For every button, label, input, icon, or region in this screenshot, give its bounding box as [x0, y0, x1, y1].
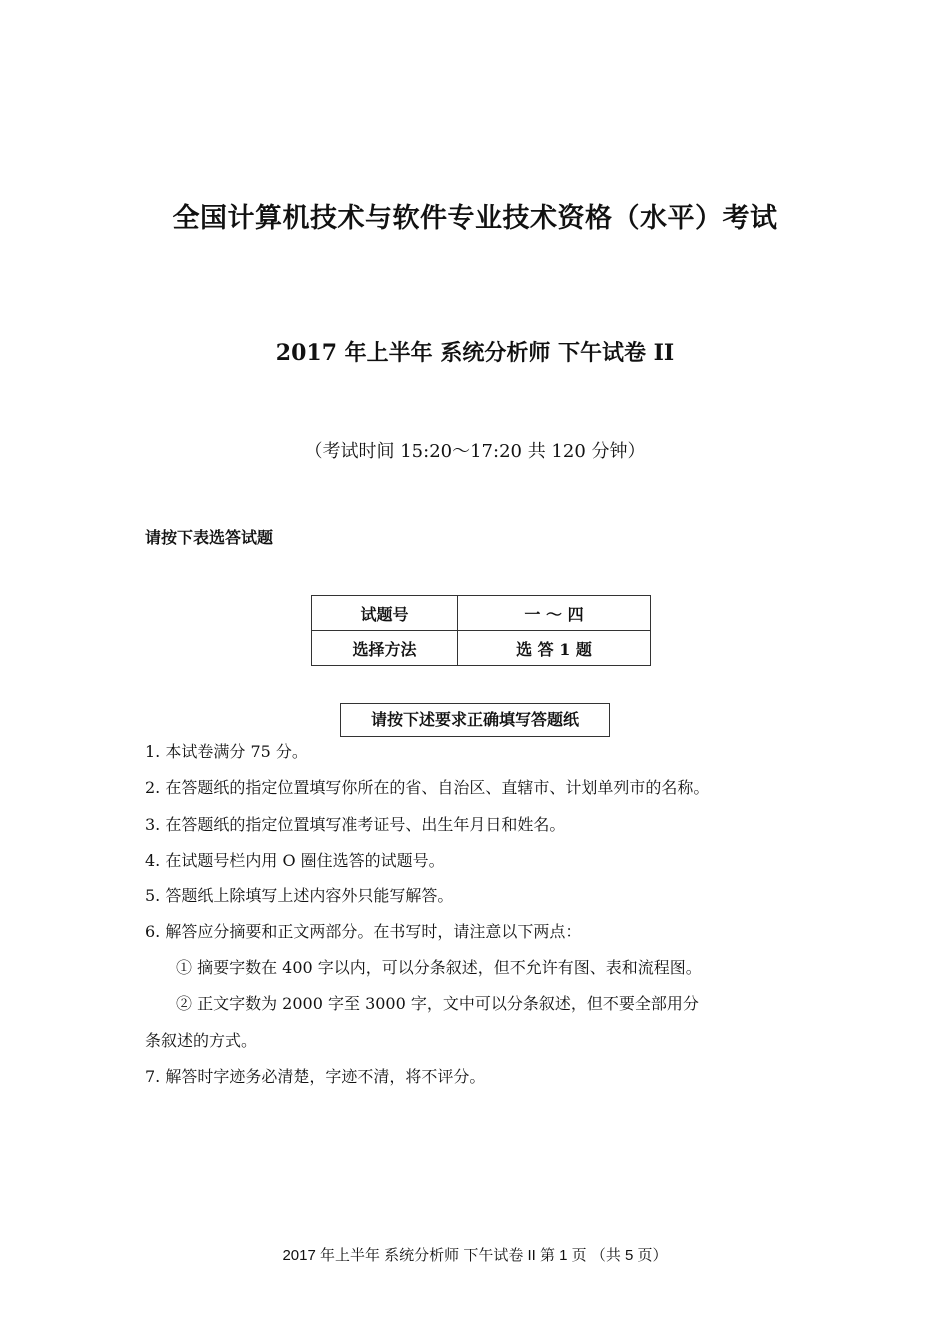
rule-item: 7. 解答时字迹务必清楚，字迹不清，将不评分。 [145, 1067, 486, 1086]
rule-subitem: ② 正文字数为 2000 字至 3000 字，文中可以分条叙述，但不要全部用分 [176, 994, 699, 1013]
answer-sheet-heading: 请按下述要求正确填写答题纸 [340, 703, 610, 737]
table-cell-label: 选择方法 [312, 631, 458, 666]
rule-item: 4. 在试题号栏内用 O 圈住选答的试题号。 [145, 851, 445, 870]
page-footer: 2017 年上半年 系统分析师 下午试卷 II 第 1 页 （共 5 页） [282, 1247, 668, 1264]
rule-subitem-continuation: 条叙述的方式。 [145, 1031, 258, 1050]
table-cell-value: 选 答 1 题 [458, 631, 651, 666]
instruction-heading: 请按下表选答试题 [145, 528, 274, 547]
table-cell-label: 试题号 [312, 596, 458, 631]
rule-item: 2. 在答题纸的指定位置填写你所在的省、自治区、直辖市、计划单列市的名称。 [145, 778, 710, 797]
rule-item: 5. 答题纸上除填写上述内容外只能写解答。 [145, 886, 454, 905]
exam-time: （考试时间 15:20～17:20 共 120 分钟） [304, 441, 646, 462]
exam-title: 全国计算机技术与软件专业技术资格（水平）考试 [172, 203, 778, 234]
table-cell-value: 一 ～ 四 [458, 596, 651, 631]
table-row [312, 596, 651, 631]
table-row [312, 631, 651, 666]
rule-item: 1. 本试卷满分 75 分。 [145, 742, 308, 761]
rule-item: 6. 解答应分摘要和正文两部分。在书写时，请注意以下两点： [145, 922, 582, 941]
paper-subtitle: 2017 年上半年 系统分析师 下午试卷 II [275, 340, 675, 366]
question-selection-table [311, 595, 651, 666]
rule-subitem: ① 摘要字数在 400 字以内，可以分条叙述，但不允许有图、表和流程图。 [176, 958, 702, 977]
rule-item: 3. 在答题纸的指定位置填写准考证号、出生年月日和姓名。 [145, 815, 566, 834]
